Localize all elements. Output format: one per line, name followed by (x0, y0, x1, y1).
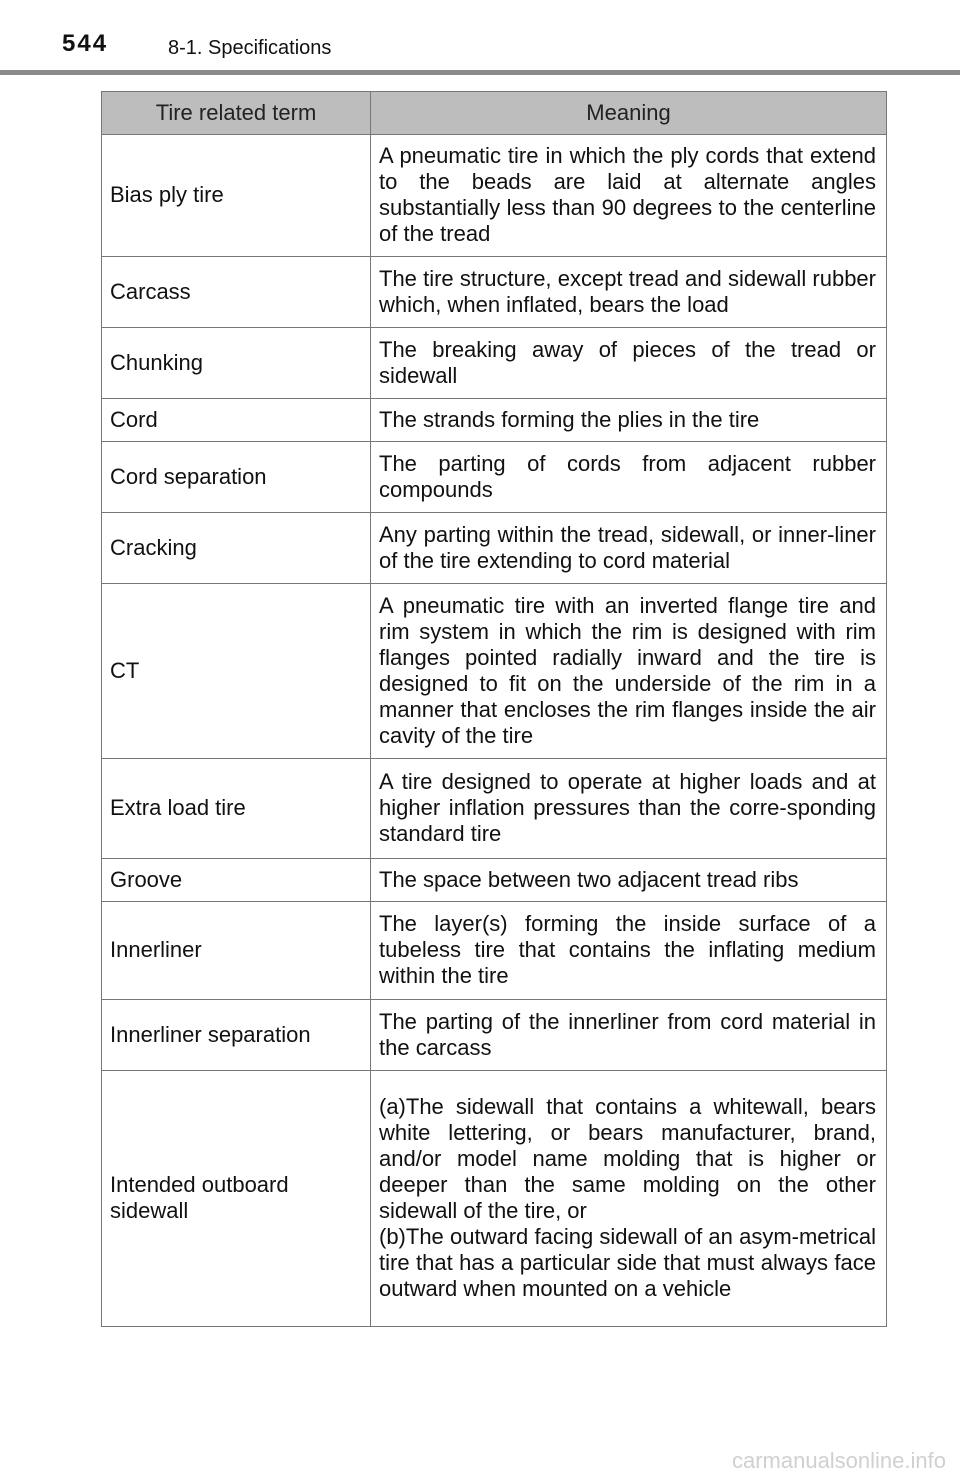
meaning-text: (b)The outward facing sidewall of an asym-metrical tire that has a particular side that must always face outward when mounted on a vehicle (379, 1224, 876, 1301)
meaning-text: A tire designed to operate at higher loads and at higher inflation pressures than the corre-sponding standard tire (379, 769, 876, 846)
meaning-text: Any parting within the tread, sidewall, or inner-liner of the tire extending to cord material (379, 521, 876, 573)
meaning-cell (371, 902, 887, 1000)
table-row (102, 902, 887, 1000)
column-header-term: Tire related term (102, 92, 371, 135)
table-row (102, 513, 887, 584)
page-number: 544 (62, 30, 109, 57)
meaning-text: The parting of the innerliner from cord material in the carcass (379, 1008, 876, 1060)
table-row (102, 442, 887, 513)
meaning-cell (371, 584, 887, 759)
term-cell: Cracking (102, 513, 371, 584)
meaning-cell (371, 513, 887, 584)
table-row (102, 1071, 887, 1327)
table-row (102, 257, 887, 328)
meaning-cell (371, 859, 887, 902)
term-cell: Extra load tire (102, 759, 371, 859)
meaning-cell (371, 328, 887, 399)
meaning-cell (371, 1071, 887, 1327)
watermark: carmanualsonline.info (731, 1448, 946, 1473)
term-cell: Cord separation (102, 442, 371, 513)
meaning-text: The strands forming the plies in the tire (379, 406, 760, 432)
meaning-text: A pneumatic tire with an inverted flange tire and rim system in which the rim is designed with rim flanges pointed radially inward and the tire is designed to fit on the underside of the rim in a manner that encloses the rim flanges inside the air cavity of the tire (379, 592, 876, 748)
table-row (102, 135, 887, 257)
meaning-text: A pneumatic tire in which the ply cords that extend to the beads are laid at alternate angles substantially less than 90 degrees to the centerline of the tread (379, 143, 876, 246)
page-header (0, 0, 960, 76)
meaning-cell (371, 399, 887, 442)
term-cell: Bias ply tire (102, 135, 371, 257)
meaning-text: The tire structure, except tread and sidewall rubber which, when inflated, bears the load (379, 265, 876, 317)
meaning-cell (371, 257, 887, 328)
term-cell: Intended outboard sidewall (102, 1071, 371, 1327)
table-row (102, 759, 887, 859)
table-row (102, 399, 887, 442)
term-cell: Groove (102, 859, 371, 902)
table-row (102, 584, 887, 759)
header-divider (0, 70, 960, 75)
meaning-cell (371, 442, 887, 513)
tire-terms-table (101, 91, 887, 1327)
column-header-meaning: Meaning (371, 92, 887, 135)
table-header-row (102, 92, 887, 135)
term-cell: Chunking (102, 328, 371, 399)
term-cell: Innerliner (102, 902, 371, 1000)
table-row (102, 1000, 887, 1071)
meaning-cell (371, 1000, 887, 1071)
meaning-text: The layer(s) forming the inside surface of a tubeless tire that contains the inflating medium within the tire (379, 911, 876, 988)
term-cell: Innerliner separation (102, 1000, 371, 1071)
meaning-cell (371, 759, 887, 859)
table-row (102, 328, 887, 399)
meaning-text: The breaking away of pieces of the tread or sidewall (379, 336, 876, 388)
term-cell: Cord (102, 399, 371, 442)
term-cell: CT (102, 584, 371, 759)
table-row (102, 859, 887, 902)
term-cell: Carcass (102, 257, 371, 328)
meaning-text: The parting of cords from adjacent rubber compounds (379, 450, 876, 502)
meaning-text: (a)The sidewall that contains a whitewall, bears white lettering, or bears manufacturer, brand, and/or model name molding that is higher or deeper than the same molding on the other sidewall of the tire, or (379, 1094, 876, 1223)
section-title: 8-1. Specifications (168, 37, 332, 59)
meaning-cell (371, 135, 887, 257)
meaning-text: The space between two adjacent tread ribs (379, 866, 799, 892)
